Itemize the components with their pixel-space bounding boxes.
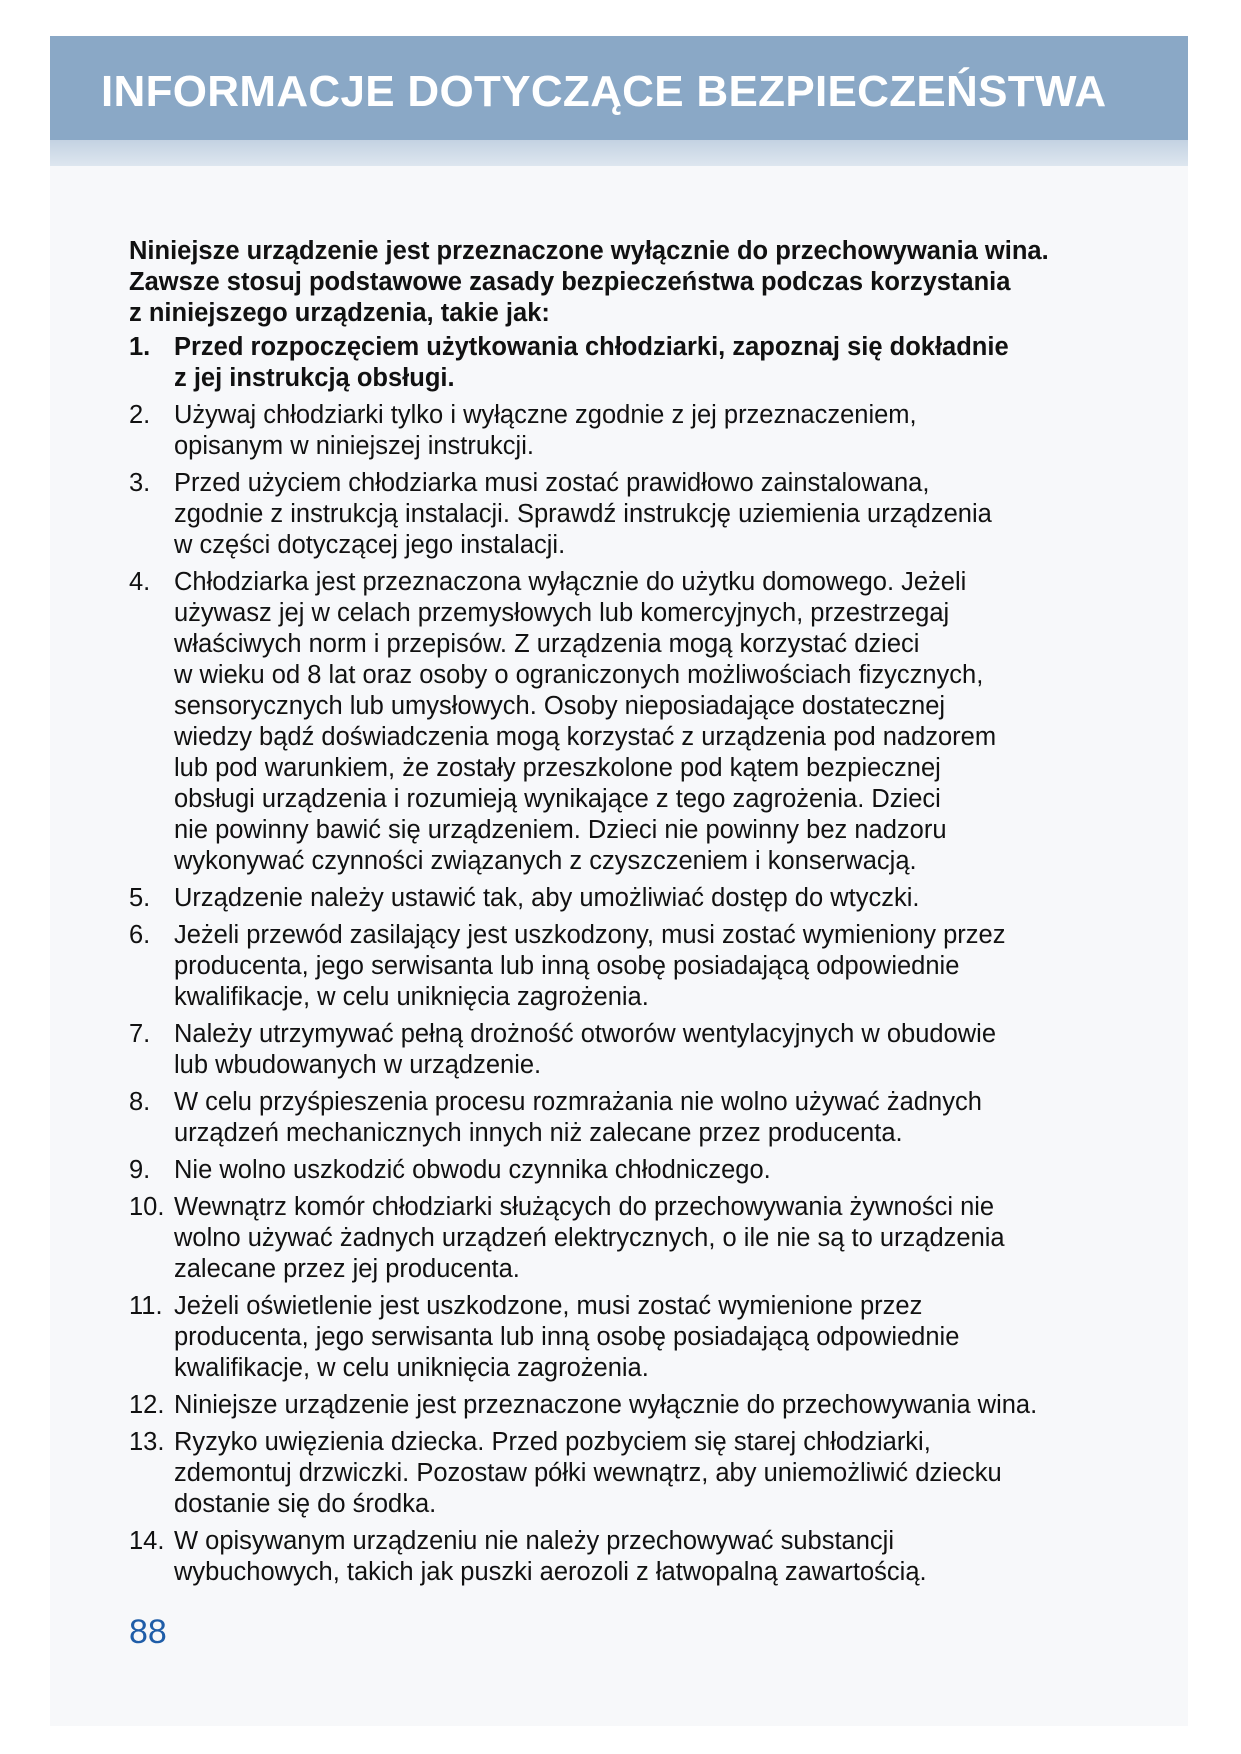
rule-text-line: z jej instrukcją obsługi. <box>174 364 455 392</box>
rule-text-line: kwalifikacje, w celu uniknięcia zagrożenia. <box>174 983 649 1011</box>
rule-text-line: producenta, jego serwisanta lub inną osobę posiadającą odpowiednie <box>174 1323 960 1351</box>
rule-number: 10. <box>129 1193 165 1221</box>
rule-text-line: lub pod warunkiem, że zostały przeszkolone pod kątem bezpiecznej <box>174 754 941 782</box>
safety-rule-item <box>129 1390 1149 1421</box>
safety-rule-item <box>129 920 1149 1013</box>
rule-text-line: nie powinny bawić się urządzeniem. Dzieci nie powinny bez nadzoru <box>174 816 947 844</box>
safety-rule-item <box>129 332 1149 394</box>
safety-content <box>129 236 1149 1594</box>
rule-number: 4. <box>129 568 151 596</box>
rule-text-line: właściwych norm i przepisów. Z urządzenia mogą korzystać dzieci <box>174 630 920 658</box>
rule-number: 1. <box>129 333 151 361</box>
safety-rule-item <box>129 567 1149 877</box>
rule-text-line: w wieku od 8 lat oraz osoby o ograniczonych możliwościach fizycznych, <box>174 661 984 689</box>
rule-text-line: Przed użyciem chłodziarka musi zostać prawidłowo zainstalowana, <box>174 469 930 497</box>
rule-number: 5. <box>129 884 151 912</box>
safety-rule-item <box>129 1291 1149 1384</box>
rule-text-line: wolno używać żadnych urządzeń elektrycznych, o ile nie są to urządzenia <box>174 1224 1005 1252</box>
rule-text-line: producenta, jego serwisanta lub inną osobę posiadającą odpowiednie <box>174 952 960 980</box>
rule-text-line: dostanie się do środka. <box>174 1490 437 1518</box>
rule-text-line: sensorycznych lub umysłowych. Osoby nieposiadające dostatecznej <box>174 692 946 720</box>
rule-text-line: kwalifikacje, w celu uniknięcia zagrożenia. <box>174 1354 649 1382</box>
rule-text-line: Nie wolno uszkodzić obwodu czynnika chłodniczego. <box>174 1156 771 1184</box>
rule-text-line: zdemontuj drzwiczki. Pozostaw półki wewnątrz, aby uniemożliwić dziecku <box>174 1459 1002 1487</box>
rule-text-line: urządzeń mechanicznych innych niż zalecane przez producenta. <box>174 1119 903 1147</box>
rule-number: 2. <box>129 401 151 429</box>
rule-text-line: obsługi urządzenia i rozumieją wynikające z tego zagrożenia. Dzieci <box>174 785 941 813</box>
rule-text-line: W opisywanym urządzeniu nie należy przechowywać substancji <box>174 1527 894 1555</box>
rule-number: 3. <box>129 469 151 497</box>
rule-text-line: Jeżeli przewód zasilający jest uszkodzony, musi zostać wymieniony przez <box>174 921 1006 949</box>
safety-rule-item <box>129 1526 1149 1588</box>
page-title: INFORMACJE DOTYCZĄCE BEZPIECZEŃSTWA <box>101 67 1107 116</box>
rule-text-line: Niniejsze urządzenie jest przeznaczone wyłącznie do przechowywania wina. <box>174 1391 1038 1419</box>
rule-text-line: zalecane przez jej producenta. <box>174 1255 520 1283</box>
rule-text-line: Urządzenie należy ustawić tak, aby umożliwiać dostęp do wtyczki. <box>174 884 920 912</box>
rule-number: 8. <box>129 1088 151 1116</box>
header-strip <box>50 140 1188 166</box>
rule-number: 11. <box>129 1292 163 1320</box>
rule-text-line: zgodnie z instrukcją instalacji. Sprawdź instrukcję uziemienia urządzenia <box>174 500 992 528</box>
safety-rule-item <box>129 883 1149 914</box>
intro-line: z niniejszego urządzenia, takie jak: <box>129 299 550 327</box>
safety-rule-item <box>129 1087 1149 1149</box>
rule-number: 6. <box>129 921 151 949</box>
intro-line: Niniejsze urządzenie jest przeznaczone wyłącznie do przechowywania wina. <box>129 237 1049 265</box>
rule-text-line: Chłodziarka jest przeznaczona wyłącznie do użytku domowego. Jeżeli <box>174 568 967 596</box>
safety-rule-item <box>129 468 1149 561</box>
safety-rule-item <box>129 1192 1149 1285</box>
rule-text-line: Używaj chłodziarki tylko i wyłączne zgodnie z jej przeznaczeniem, <box>174 401 917 429</box>
page-number: 88 <box>129 1613 167 1651</box>
rule-number: 7. <box>129 1020 151 1048</box>
intro-line: Zawsze stosuj podstawowe zasady bezpieczeństwa podczas korzystania <box>129 268 1011 296</box>
safety-rule-item <box>129 1427 1149 1520</box>
rule-text-line: Ryzyko uwięzienia dziecka. Przed pozbyciem się starej chłodziarki, <box>174 1428 931 1456</box>
rule-text-line: wykonywać czynności związanych z czyszczeniem i konserwacją. <box>174 847 917 875</box>
rule-text-line: Przed rozpoczęciem użytkowania chłodziarki, zapoznaj się dokładnie <box>174 333 1009 361</box>
safety-rule-item <box>129 400 1149 462</box>
rule-number: 9. <box>129 1156 151 1184</box>
safety-rule-item <box>129 1155 1149 1186</box>
intro-paragraph <box>129 236 1149 329</box>
rule-text-line: Należy utrzymywać pełną drożność otworów wentylacyjnych w obudowie <box>174 1020 997 1048</box>
rule-text-line: wybuchowych, takich jak puszki aerozoli z łatwopalną zawartością. <box>174 1558 927 1586</box>
rule-number: 14. <box>129 1527 165 1555</box>
rule-text-line: Jeżeli oświetlenie jest uszkodzone, musi zostać wymienione przez <box>174 1292 923 1320</box>
rule-text-line: wiedzy bądź doświadczenia mogą korzystać z urządzenia pod nadzorem <box>174 723 997 751</box>
rule-number: 13. <box>129 1428 165 1456</box>
rule-text-line: używasz jej w celach przemysłowych lub komercyjnych, przestrzegaj <box>174 599 950 627</box>
rule-number: 12. <box>129 1391 165 1419</box>
rule-text-line: W celu przyśpieszenia procesu rozmrażania nie wolno używać żadnych <box>174 1088 982 1116</box>
safety-rule-item <box>129 1019 1149 1081</box>
safety-rules-list <box>129 332 1149 1588</box>
rule-text-line: lub wbudowanych w urządzenie. <box>174 1051 542 1079</box>
rule-text-line: opisanym w niniejszej instrukcji. <box>174 432 534 460</box>
rule-text-line: w części dotyczącej jego instalacji. <box>174 531 566 559</box>
rule-text-line: Wewnątrz komór chłodziarki służących do przechowywania żywności nie <box>174 1193 995 1221</box>
